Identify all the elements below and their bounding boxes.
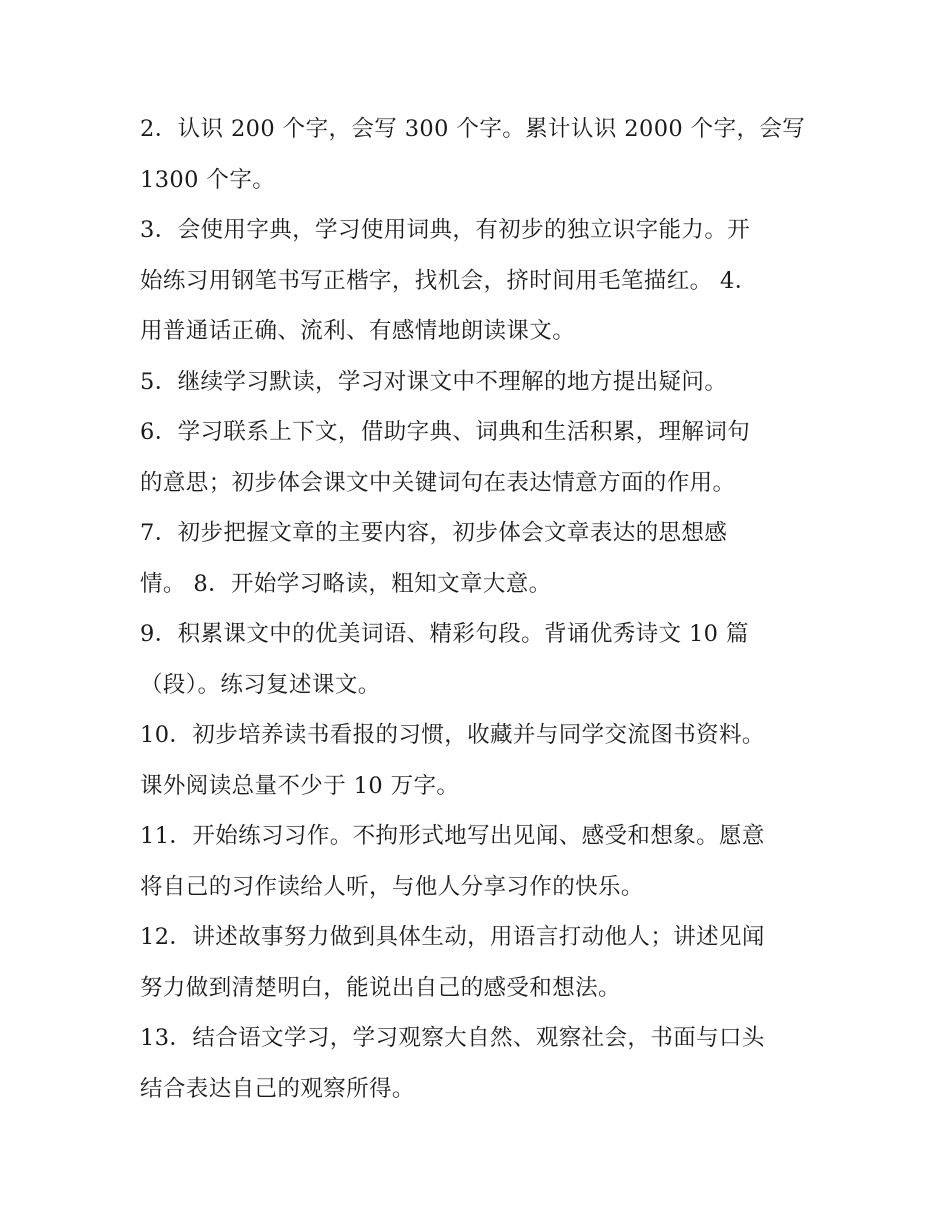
text-line: 5．继续学习默读，学习对课文中不理解的地方提出疑问。 — [140, 368, 728, 395]
text-line: 用普通话正确、流利、有感情地朗读课文。 — [140, 318, 576, 344]
text-line: 12．讲述故事努力做到具体生动，用语言打动他人；讲述见闻 — [140, 924, 765, 950]
text-line: 6．学习联系上下文，借助字典、词典和生活积累，理解词句 — [140, 419, 751, 445]
text-line: 10．初步培养读书看报的习惯，收藏并与同学交流图书资料。 — [140, 722, 765, 748]
text-line: 的意思；初步体会课文中关键词句在表达情意方面的作用。 — [140, 469, 736, 496]
text-line: 1300 个字。 — [140, 166, 276, 193]
text-line: 7．初步把握文章的主要内容，初步体会文章表达的思想感 — [140, 520, 728, 546]
text-line: 2．认识 200 个字，会写 300 个字。累计认识 2000 个字，会写 — [140, 116, 806, 142]
text-line: 始练习用钢笔书写正楷字，找机会，挤时间用毛笔描红。 4． — [140, 267, 758, 294]
text-line: 将自己的习作读给人听，与他人分享习作的快乐。 — [140, 873, 644, 900]
text-line: （段）。练习复述课文。 — [140, 671, 381, 698]
text-line: 13．结合语文学习，学习观察大自然、观察社会，书面与口头 — [140, 1025, 765, 1051]
document-body — [140, 104, 815, 1114]
text-line: 努力做到清楚明白，能说出自己的感受和想法。 — [140, 974, 621, 1001]
text-line: 11．开始练习习作。不拘形式地写出见闻、感受和想象。愿意 — [140, 823, 765, 849]
text-line: 课外阅读总量不少于 10 万字。 — [140, 772, 460, 799]
text-line: 9．积累课文中的优美词语、精彩句段。背诵优秀诗文 10 篇 — [140, 621, 749, 647]
text-line: 结合表达自己的观察所得。 — [140, 1075, 415, 1102]
text-line: 3．会使用字典，学习使用词典，有初步的独立识字能力。开 — [140, 217, 751, 243]
text-line: 情。 8．开始学习略读，粗知文章大意。 — [140, 570, 552, 597]
